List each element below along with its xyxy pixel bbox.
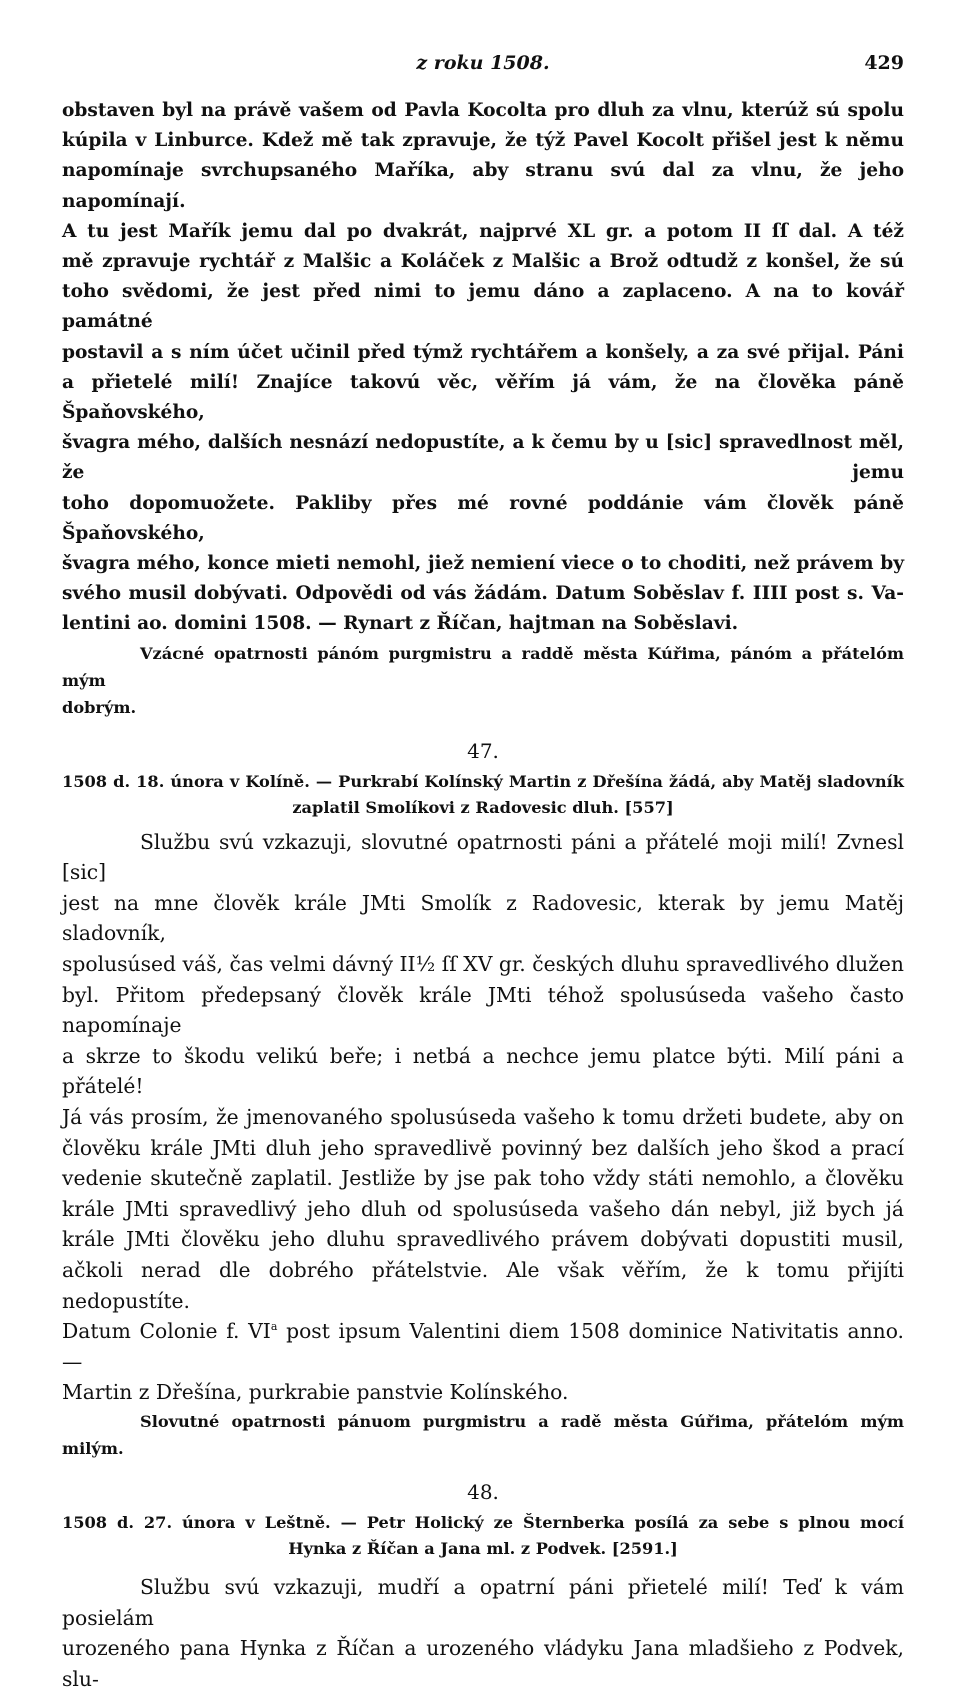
text-line <box>62 1316 904 1377</box>
address-line: Vzácné opatrnosti pánóm purgmistru a raddě města Kúřima, pánóm a přátelóm mým <box>62 643 904 690</box>
superscript: a <box>270 1320 278 1334</box>
page-header <box>62 52 904 78</box>
document-number: 47. <box>467 738 499 763</box>
text-segment: Datum Colonie f. VI <box>62 1319 271 1344</box>
text-line: toho svědomi, že jest před nimi to jemu dáno a zaplaceno. A na to kovář památné <box>62 281 904 333</box>
text-line: obstaven byl na právě vašem od Pavla Kocolta pro dluh za vlnu, kterúž sú spolu <box>62 100 904 121</box>
regest-line: 1508 d. 27. února v Leštně. — Petr Holický ze Šternberka posílá za sebe s plnou mocí <box>62 1512 904 1532</box>
text-line: postavil a s ním účet učinil před týmž rychtářem a konšely, a za své přijal. Páni <box>62 341 904 363</box>
text-line: A tu jest Mařík jemu dal po dvakrát, najprvé XL gr. a potom II ſſ dal. A též <box>62 220 904 242</box>
letter-47-body <box>62 827 904 1408</box>
text-line: Službu svú vzkazuji, slovutné opatrnosti páni a přátelé moji milí! Zvnesl [sic] <box>62 829 904 885</box>
text-line: urozeného pana Hynka z Říčan a urozeného vládyku Jana mladšieho z Podvek, slu- <box>62 1636 904 1691</box>
regest-line: 1508 d. 18. února v Kolíně. — Purkrabí Kolínský Martin z Dřešína žádá, aby Matěj sladovník <box>62 771 904 791</box>
address-line: Slovutné opatrnosti pánuom purgmistru a radě města Gúřima, přátelóm mým milým. <box>62 1411 904 1458</box>
text-line: vedenie skutečně zaplatil. Jestliže by jse pak toho vždy státi nemohlo, a člověku <box>62 1166 904 1191</box>
regest-line: Hynka z Říčan a Jana ml. z Podvek. [2591.] <box>288 1538 678 1558</box>
text-line: napomínaje svrchupsaného Maříka, aby stranu svú dal za vlnu, že jeho napomínají. <box>62 160 904 212</box>
regest-line: zaplatil Smolíkovi z Radovesic dluh. [557] <box>292 797 674 817</box>
text-line: krále JMti spravedlivý jeho dluh od spolusúseda vašeho dán nebyl, již bych já <box>62 1196 904 1221</box>
text-line: ačkoli nerad dle dobrého přátelstvie. Ale však věřím, že k tomu přijíti nedopustíte. <box>62 1257 904 1313</box>
letter-47-regest <box>62 769 904 821</box>
address-line: dobrým. <box>62 697 137 717</box>
text-line: krále JMti člověku jeho dluhu spravedlivého právem dobývati dopustiti musil, <box>62 1227 904 1252</box>
text-line: švagra mého, konce mieti nemohl, jiež nemiení viece o to choditi, než právem by <box>62 553 904 575</box>
text-line: švagra mého, dalších nesnází nedopustíte, a k čemu by u [sic] spravedlnost měl, že jemu <box>62 432 904 484</box>
text-line: toho dopomuožete. Pakliby přes mé rovné poddánie vám člověk páně Špaňovského, <box>62 492 904 544</box>
page-number: 429 <box>864 52 904 74</box>
text-line: jest na mne člověk krále JMti Smolík z Radovesic, kterak by jemu Matěj sladovník, <box>62 890 904 946</box>
running-title: z roku 1508. <box>416 52 550 74</box>
text-line: svého musil dobývati. Odpovědi od vás žádám. Datum Soběslav f. IIII post s. Va- <box>62 583 904 605</box>
letter-48-regest <box>62 1510 904 1562</box>
text-line: Martin z Dřešína, purkrabie panstvie Kolínského. <box>62 1380 569 1405</box>
text-line: člověku krále JMti dluh jeho spravedlivě povinný bez dalších jeho škod a prací <box>62 1135 904 1160</box>
letter-48-body <box>62 1572 904 1694</box>
letter-46-address <box>62 640 904 721</box>
text-line: Já vás prosím, že jmenovaného spolusúseda vašeho k tomu držeti budete, aby on <box>62 1105 904 1129</box>
page-body <box>62 96 904 1694</box>
document-number: 48. <box>467 1479 499 1504</box>
text-line: byl. Přitom předepsaný člověk krále JMti téhož spolusúseda vašeho často napomínaje <box>62 982 904 1038</box>
text-line: lentini ao. domini 1508. — Rynart z Říčan, hajtman na Soběslavi. <box>62 613 739 635</box>
text-line: kúpila v Linburce. Kdež mě tak zpravuje, že týž Pavel Kocolt přišel jest k němu <box>62 130 904 152</box>
text-line: mě zpravuje rychtář z Malšic a Koláček z Malšic a Brož odtudž z konšel, že sú <box>62 251 904 273</box>
text-line: a přietelé milí! Znajíce takovú věc, věřím já vám, že na člověka páně Špaňovského, <box>62 371 904 424</box>
letter-46-body <box>62 96 904 640</box>
text-segment: post ipsum Valentini diem 1508 dominice Nativitatis anno. — <box>62 1319 904 1374</box>
text-line: spolusúsed váš, čas velmi dávný II½ ſſ XV gr. českých dluhu spravedlivého dlužen <box>62 952 904 977</box>
text-line: a skrze to škodu velikú beře; i netbá a nechce jemu platce býti. Milí páni a přátelé! <box>62 1043 904 1099</box>
text-line: Službu svú vzkazuji, mudří a opatrní páni přietelé milí! Teď k vám posielám <box>62 1574 904 1630</box>
